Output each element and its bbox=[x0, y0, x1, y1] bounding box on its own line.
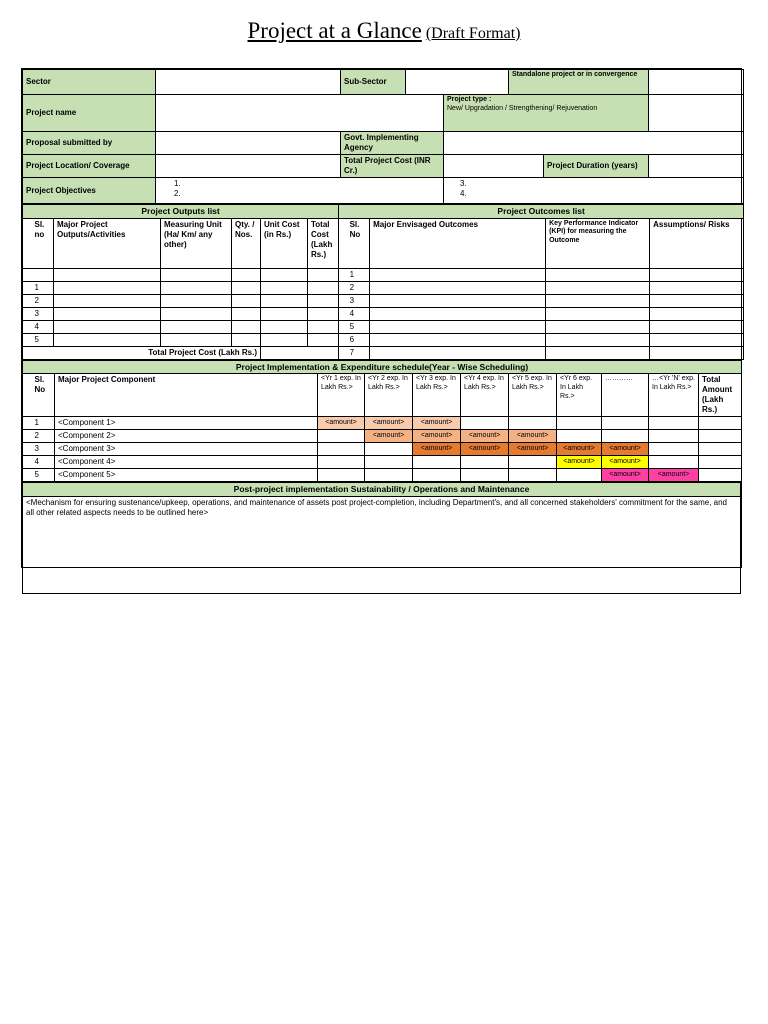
amount-cell[interactable]: <amount> bbox=[509, 443, 557, 456]
schedule-row-name: <Component 3> bbox=[55, 443, 318, 456]
schedule-col-yr5: <Yr 5 exp. In Lakh Rs.> bbox=[509, 374, 557, 417]
output-row-sl: 1 bbox=[32, 281, 54, 294]
location-label: Project Location/ Coverage bbox=[23, 155, 156, 178]
proposal-by-label: Proposal submitted by bbox=[23, 132, 156, 155]
output-row-sl: 5 bbox=[32, 333, 54, 346]
govt-agency-field[interactable] bbox=[444, 132, 744, 155]
outcomes-col-kpi: Key Performance Indicator (KPI) for measuring the Outcome bbox=[546, 218, 650, 268]
outputs-col-qty: Qty. / Nos. bbox=[232, 218, 261, 268]
schedule-row-sl: 4 bbox=[32, 456, 55, 469]
outcome-row-sl: 4 bbox=[347, 307, 370, 320]
amount-cell[interactable]: <amount> bbox=[365, 430, 413, 443]
outputs-col-unit-cost: Unit Cost (in Rs.) bbox=[261, 218, 308, 268]
sector-field[interactable] bbox=[156, 70, 341, 95]
amount-cell[interactable]: <amount> bbox=[602, 443, 649, 456]
objective-4: 4. bbox=[460, 189, 467, 198]
sustainability-table bbox=[22, 482, 741, 594]
amount-cell[interactable]: <amount> bbox=[461, 443, 509, 456]
outputs-header: Project Outputs list bbox=[23, 205, 339, 219]
schedule-col-component: Major Project Component bbox=[55, 374, 318, 417]
schedule-table bbox=[22, 360, 742, 483]
sub-sector-label: Sub-Sector bbox=[341, 70, 406, 95]
amount-cell[interactable]: <amount> bbox=[413, 443, 461, 456]
output-row-sl: 3 bbox=[32, 307, 54, 320]
outputs-col-sl: Sl. no bbox=[32, 218, 54, 268]
sub-sector-field[interactable] bbox=[406, 70, 509, 95]
project-type-label: Project type : bbox=[447, 96, 492, 103]
schedule-col-yr6: <Yr 6 exp. In Lakh Rs.> bbox=[557, 374, 602, 417]
info-table bbox=[22, 69, 744, 204]
location-field[interactable] bbox=[156, 155, 341, 178]
objective-2: 2. bbox=[174, 189, 181, 198]
schedule-row-sl: 3 bbox=[32, 443, 55, 456]
outcome-row-sl: 6 bbox=[347, 333, 370, 346]
outputs-col-total: Total Cost (Lakh Rs.) bbox=[308, 218, 339, 268]
schedule-col-total: Total Amount (Lakh Rs.) bbox=[699, 374, 742, 417]
outcomes-col-sl: Sl. No bbox=[347, 218, 370, 268]
outcome-row-sl: 3 bbox=[347, 294, 370, 307]
duration-field[interactable] bbox=[649, 155, 744, 178]
outcomes-header: Project Outcomes list bbox=[339, 205, 744, 219]
title-main: Project at a Glance bbox=[247, 18, 422, 43]
table-row bbox=[23, 417, 742, 430]
table-row bbox=[23, 443, 742, 456]
standalone-field[interactable] bbox=[649, 70, 744, 95]
outcome-row-sl: 7 bbox=[347, 346, 370, 359]
amount-cell[interactable]: <amount> bbox=[413, 430, 461, 443]
page-title bbox=[0, 18, 768, 44]
output-row-sl: 4 bbox=[32, 320, 54, 333]
table-row bbox=[23, 469, 742, 482]
project-name-field[interactable] bbox=[156, 95, 444, 132]
outcome-row-sl: 2 bbox=[347, 281, 370, 294]
schedule-col-yr2: <Yr 2 exp. In Lakh Rs.> bbox=[365, 374, 413, 417]
sustainability-text[interactable]: <Mechanism for ensuring sustenance/upkeep, operations, and maintenance of assets post project-completion, including Department's, and all concerned stakeholders' commitment for the same, and all other related aspects needs to be outlined here> bbox=[23, 496, 741, 593]
schedule-row-sl: 1 bbox=[32, 417, 55, 430]
schedule-col-yr3: <Yr 3 exp. In Lakh Rs.> bbox=[413, 374, 461, 417]
total-cost-field[interactable] bbox=[444, 155, 544, 178]
table-row bbox=[23, 456, 742, 469]
schedule-col-sl: Sl. No bbox=[32, 374, 55, 417]
outputs-total-field[interactable] bbox=[261, 346, 339, 359]
schedule-header: Project Implementation & Expenditure schedule(Year - Wise Scheduling) bbox=[23, 360, 742, 374]
schedule-row-sl: 2 bbox=[32, 430, 55, 443]
outcome-row-sl: 1 bbox=[347, 268, 370, 281]
total-cost-label: Total Project Cost (INR Cr.) bbox=[341, 155, 444, 178]
schedule-col-yrn: …<Yr 'N' exp. In Lakh Rs.> bbox=[649, 374, 699, 417]
govt-agency-label: Govt. Implementing Agency bbox=[341, 132, 444, 155]
proposal-by-field[interactable] bbox=[156, 132, 341, 155]
standalone-label: Standalone project or in convergence bbox=[509, 70, 649, 95]
objective-1: 1. bbox=[174, 179, 181, 188]
amount-cell[interactable]: <amount> bbox=[602, 469, 649, 482]
title-sub: (Draft Format) bbox=[425, 25, 521, 42]
project-name-label: Project name bbox=[23, 95, 156, 132]
sustainability-header: Post-project implementation Sustainability / Operations and Maintenance bbox=[23, 483, 741, 497]
schedule-col-yr1: <Yr 1 exp. In Lakh Rs.> bbox=[318, 374, 365, 417]
outputs-total-label: Total Project Cost (Lakh Rs.) bbox=[23, 346, 261, 359]
project-type-field[interactable] bbox=[649, 95, 744, 132]
schedule-row-name: <Component 1> bbox=[55, 417, 318, 430]
sector-label: Sector bbox=[23, 70, 156, 95]
objectives-right[interactable] bbox=[444, 178, 744, 204]
outputs-col-unit: Measuring Unit (Ha/ Km/ any other) bbox=[161, 218, 232, 268]
amount-cell[interactable]: <amount> bbox=[461, 430, 509, 443]
outputs-outcomes-table bbox=[22, 204, 744, 360]
objective-3: 3. bbox=[460, 179, 467, 188]
schedule-col-yr4: <Yr 4 exp. In Lakh Rs.> bbox=[461, 374, 509, 417]
schedule-row-name: <Component 4> bbox=[55, 456, 318, 469]
amount-cell[interactable]: <amount> bbox=[365, 417, 413, 430]
schedule-row-name: <Component 2> bbox=[55, 430, 318, 443]
outcomes-col-outcome: Major Envisaged Outcomes bbox=[370, 218, 546, 268]
amount-cell[interactable]: <amount> bbox=[318, 417, 365, 430]
outcomes-col-risks: Assumptions/ Risks bbox=[650, 218, 744, 268]
amount-cell[interactable]: <amount> bbox=[602, 456, 649, 469]
schedule-col-ellipsis: ………… bbox=[602, 374, 649, 417]
outcome-row-sl: 5 bbox=[347, 320, 370, 333]
glance-form bbox=[21, 68, 742, 568]
amount-cell[interactable]: <amount> bbox=[649, 469, 699, 482]
schedule-row-name: <Component 5> bbox=[55, 469, 318, 482]
duration-label: Project Duration (years) bbox=[544, 155, 649, 178]
output-row-sl: 2 bbox=[32, 294, 54, 307]
amount-cell[interactable]: <amount> bbox=[413, 417, 461, 430]
outputs-col-activity: Major Project Outputs/Activities bbox=[54, 218, 161, 268]
objectives-left[interactable] bbox=[156, 178, 444, 204]
schedule-row-sl: 5 bbox=[32, 469, 55, 482]
table-row bbox=[23, 430, 742, 443]
objectives-label: Project Objectives bbox=[23, 178, 156, 204]
amount-cell[interactable]: <amount> bbox=[509, 430, 557, 443]
amount-cell[interactable]: <amount> bbox=[557, 443, 602, 456]
amount-cell[interactable]: <amount> bbox=[557, 456, 602, 469]
project-type-options: New/ Upgradation / Strengthening/ Rejuvenation bbox=[447, 104, 598, 112]
